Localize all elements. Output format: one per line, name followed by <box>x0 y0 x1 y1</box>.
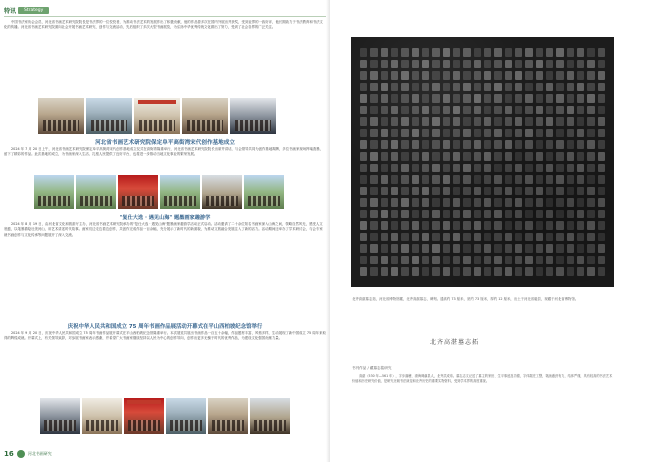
photo <box>118 175 158 209</box>
photo <box>230 98 276 134</box>
page-header <box>4 6 49 15</box>
photo <box>86 98 132 134</box>
section1-text: 2024 年 7 月 20 日上午，河北省书画艺术研究院保定阜平高街湾宋代创作基地成立仪式在高街湾隆重举行，河北省书画艺术研究院院长出席并讲话，与会领导共同为创作基地揭牌，多位书画家现场挥毫泼墨，留下了精彩的作品。此次基地的成立，为书画家深入生活、扎根人民提供了良好平台，也将进一步推动当地文化事业的繁荣发展。 <box>4 147 324 157</box>
publication-name: 河北书画研究 <box>27 451 52 456</box>
photo <box>34 175 74 209</box>
photo <box>166 398 206 434</box>
photo <box>82 398 122 434</box>
photo <box>182 98 228 134</box>
section3-heading: 庆祝中华人民共和国成立 75 周年书画作品展活动开幕式在平山西柏坡纪念馆举行 <box>67 324 263 330</box>
header-title: 特讯 <box>4 8 17 15</box>
artwork-title: 北齐高湛墓志拓 <box>430 339 480 346</box>
section2-text: 2024 年 8 月 19 日，由河北省文化和旅游厅主办，河北省书画艺术研究院承办的"复仕大选 · 遇见山海"题墨画家趣游学活动正式启动。活动邀请了二十余位知名书画家深入山海之间，领略自然风光，感受人文底蕴，以笔墨描绘壮美河山，用艺术讲述时代故事。画家们边走边看边创作，共创作完成作品一百余幅，充分展示了新时代的新面貌，为推动文旅融合发展注入了新的活力。活动期间还举办了学术研讨会，与会专家就书画创作与文化传承等问题展开了深入交流。 <box>4 222 323 237</box>
page-number: 16 <box>4 450 14 458</box>
page-footer <box>4 450 52 458</box>
stele-rubbing-image <box>351 37 614 287</box>
photo <box>134 98 180 134</box>
photo <box>38 98 84 134</box>
photo <box>208 398 248 434</box>
right-body-text: 高湛（530 年—561 年），字步落稽，渤海调蓨县人，北齐武成帝。墓志志文记述了墓主的家世、生平事迹及功德，字体端庄工整，笔画遒劲有力，结体严谨，具有较高的书法艺术价值和历史研究价值，是研究北朝书法演变和北齐历史的重要实物资料，受到学术界的高度重视。 <box>352 374 613 383</box>
header-tag: Strategy <box>18 7 49 14</box>
section3-text: 2024 年 9 月 20 日，庆祝中华人民共和国成立 75 周年书画作品展开幕式在平山西柏坡纪念馆隆重举行。本次展览共展出书画作品一百五十余幅，作品题材丰富、风格多样，生动展现了新中国成立 75 周年来取得的辉煌成就。开幕式上，有关领导致辞，对参展书画家表示感谢，并希望广大书画家继续坚持以人民为中心的创作导向，创作出更多无愧于时代的优秀作品，为建设文化强国贡献力量。 <box>4 331 326 341</box>
image-caption: 北齐高湛墓志拓，河北省博物馆藏，北齐高湛墓志，碑刻。通高约 73 厘米，宽约 73 厘米，厚约 12 厘米，出土于河北省磁县，现藏于河北省博物馆。 <box>352 297 579 301</box>
photo <box>250 398 290 434</box>
photo <box>40 398 80 434</box>
photo <box>202 175 242 209</box>
photo <box>76 175 116 209</box>
section2-heading: "复仕大选 · 遇见山海" 题墨画家趣游学 <box>119 215 211 221</box>
right-text-block <box>352 366 614 383</box>
logo-icon <box>17 450 25 458</box>
header-divider <box>4 16 326 17</box>
photo-row-1 <box>38 98 276 134</box>
section1-heading: 河北省书画艺术研究院保定阜平高街湾宋代创作基地成立 <box>95 140 235 146</box>
photo <box>160 175 200 209</box>
photo-row-3 <box>40 398 290 434</box>
photo <box>244 175 284 209</box>
intro-paragraph: 中国书法家协会会员、河北省书画艺术研究院院長是书法界的一位佼佼者，为推动书法艺术的发展作出了积极贡献，他的作品曾多次在国内外展出并获奖，受到业界的一致好评，他长期致力于书法教育和书法文化的传播。河北省书画艺术研究院面向社会开展书画艺术研究、创作与交流活动，先后组织了多次大型书画展览，为弘扬中华优秀传统文化做出了努力，受到了社会各界的广泛关注。 <box>4 20 323 30</box>
right-subtitle: 书刊作品 / 藏墓志铭研究 <box>352 366 392 370</box>
photo-row-2 <box>34 175 284 209</box>
photo <box>124 398 164 434</box>
